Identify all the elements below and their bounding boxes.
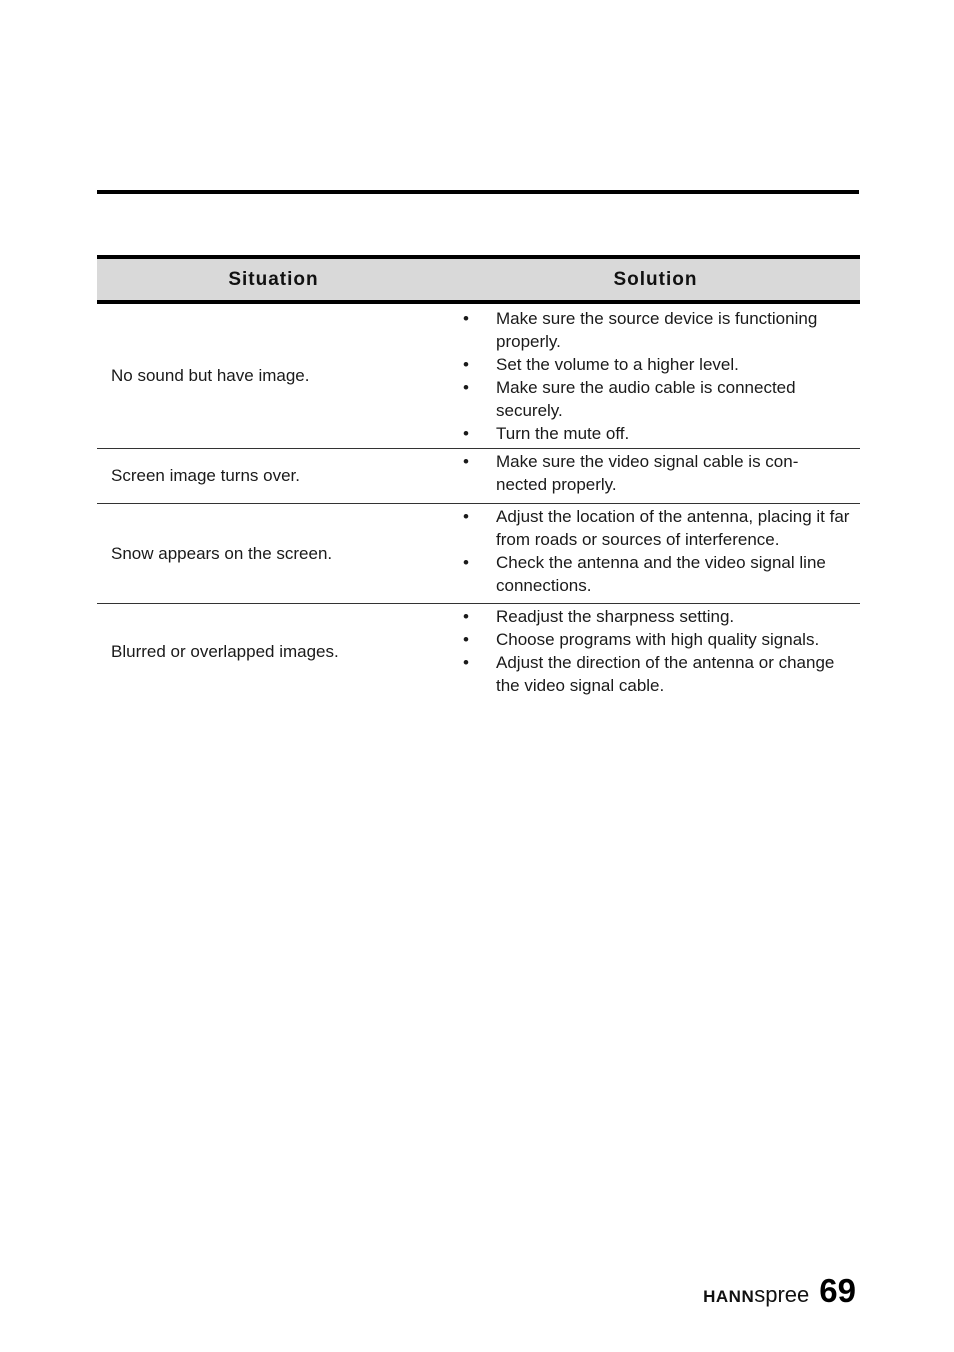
bullet-icon: • [463, 424, 469, 443]
table-row [97, 504, 860, 604]
solution-list [461, 307, 853, 445]
solution-text: Turn the mute off. [496, 424, 630, 443]
bullet-icon: • [463, 452, 469, 471]
solution-text: Adjust the location of the antenna, placing it far from roads or sources of interference. [496, 507, 850, 549]
solution-item [461, 551, 853, 597]
solution-text: Choose programs with high quality signals. [496, 630, 820, 649]
solution-item [461, 307, 853, 353]
troubleshooting-table [97, 255, 860, 700]
bullet-icon: • [463, 309, 469, 328]
table-row [97, 304, 860, 449]
bullet-icon: • [463, 507, 469, 526]
solution-text: Adjust the direction of the antenna or change the video signal cable. [496, 653, 835, 695]
situation-cell: Screen image turns over. [111, 466, 300, 485]
solution-item [461, 505, 853, 551]
bullet-icon: • [463, 378, 469, 397]
table-row [97, 449, 860, 504]
situation-cell: Snow appears on the screen. [111, 543, 333, 563]
bullet-icon: • [463, 355, 469, 374]
situation-header: Situation [228, 269, 319, 290]
solution-list [461, 605, 853, 697]
page-footer [703, 1272, 856, 1312]
solution-item [461, 450, 831, 496]
solution-item [461, 651, 836, 697]
bullet-icon: • [463, 653, 469, 672]
page-number: 69 [819, 1272, 856, 1309]
brand-logo-light: spree [754, 1282, 810, 1307]
solution-item [461, 376, 836, 422]
solution-list [461, 505, 853, 597]
solution-list [461, 450, 831, 496]
solution-text: Readjust the sharpness setting. [496, 607, 735, 626]
situation-cell: No sound but have image. [111, 366, 310, 385]
solution-text: Set the volume to a higher level. [496, 355, 739, 374]
top-rule [97, 190, 859, 194]
bullet-icon: • [463, 630, 469, 649]
brand-logo-bold: HANN [703, 1287, 755, 1306]
solution-text: Make sure the audio cable is connected securely. [496, 378, 796, 420]
solution-item [461, 353, 853, 376]
solution-item [461, 628, 853, 651]
bullet-icon: • [463, 553, 469, 572]
solution-item [461, 605, 853, 628]
bullet-icon: • [463, 607, 469, 626]
solution-text: Check the antenna and the video signal line connections. [496, 553, 826, 595]
solution-item [461, 422, 853, 445]
solution-text: Make sure the video signal cable is con-nected properly. [496, 452, 799, 494]
solution-text: Make sure the source device is functioning properly. [496, 309, 818, 351]
solution-header: Solution [613, 269, 698, 290]
situation-cell: Blurred or overlapped images. [111, 642, 339, 661]
table-header-row [97, 255, 860, 304]
table-row [97, 604, 860, 700]
